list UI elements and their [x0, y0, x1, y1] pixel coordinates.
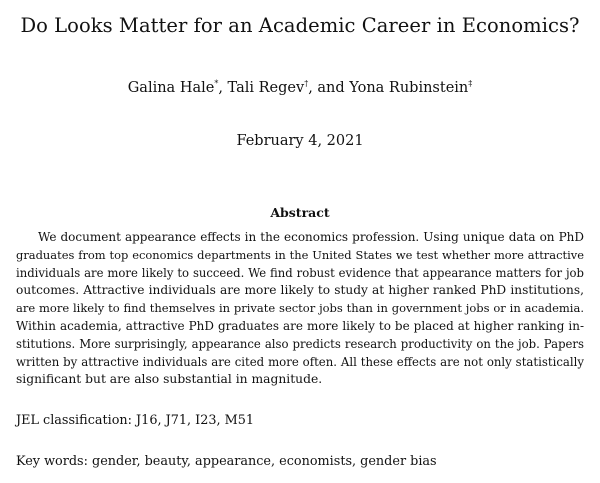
abstract-line: are more likely to find themselves in private sector jobs than in government jobs or in academia. — [16, 301, 584, 316]
abstract-line: individuals are more likely to succeed. We find robust evidence that appearance matters for job — [16, 265, 584, 280]
author-name: Galina Hale — [127, 80, 215, 96]
paper-date: February 4, 2021 — [236, 133, 364, 149]
abstract-line: graduates from top economics departments in the United States we test whether more attractive — [16, 247, 584, 262]
paper-title: Do Looks Matter for an Academic Career in Economics? — [20, 14, 580, 37]
author-separator: , — [218, 80, 228, 96]
author-separator: , and — [308, 80, 350, 96]
author-name: Tali Regev — [227, 80, 305, 96]
abstract-line: stitutions. More surprisingly, appearance also predicts research productivity on the job. Papers — [16, 336, 584, 351]
jel-classification: JEL classification: J16, J71, I23, M51 — [16, 413, 255, 428]
abstract-body — [16, 229, 584, 389]
abstract-line: Within academia, attractive PhD graduates are more likely to be placed at higher ranking in- — [16, 318, 584, 333]
author-name: Yona Rubinstein — [349, 80, 469, 96]
abstract-line: We document appearance effects in the economics profession. Using unique data on PhD — [38, 230, 584, 244]
abstract-line: outcomes. Attractive individuals are more likely to study at higher ranked PhD institutions, — [16, 283, 584, 298]
abstract-line: written by attractive individuals are cited more often. All these effects are not only statistically — [16, 354, 584, 369]
abstract-heading: Abstract — [270, 205, 330, 220]
keywords: Key words: gender, beauty, appearance, economists, gender bias — [16, 454, 437, 469]
abstract-line: significant but are also substantial in magnitude. — [16, 372, 323, 387]
author-footnote-mark: * — [214, 79, 219, 88]
author-footnote-mark: † — [304, 79, 309, 88]
author-list — [0, 80, 600, 96]
author-footnote-mark: ‡ — [468, 79, 473, 88]
